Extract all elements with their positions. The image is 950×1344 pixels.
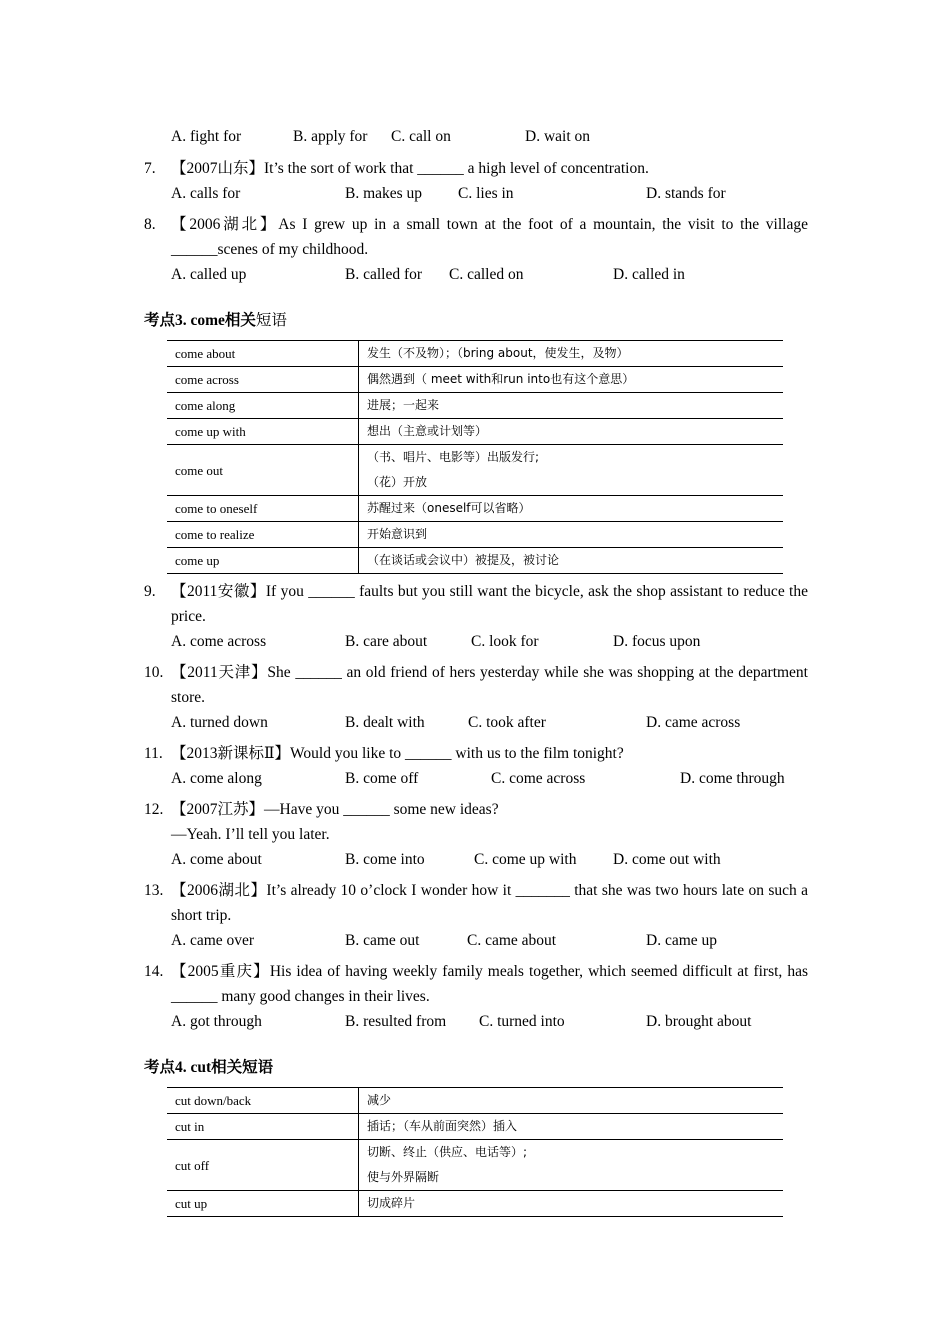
question-8 bbox=[144, 212, 808, 287]
option: B. come off bbox=[345, 770, 419, 787]
section-3-heading bbox=[144, 308, 287, 330]
meaning-cell bbox=[359, 445, 784, 496]
table-row bbox=[167, 367, 783, 393]
table-row bbox=[167, 1191, 783, 1217]
meaning-line: 切断、终止（供应、电话等）; bbox=[367, 1145, 528, 1159]
table-row bbox=[167, 548, 783, 574]
table-row bbox=[167, 496, 783, 522]
meaning-cell: 进展；一起来 bbox=[359, 393, 784, 419]
option: D. brought about bbox=[646, 1013, 752, 1030]
option: A. come across bbox=[171, 633, 267, 650]
table-row bbox=[167, 1114, 783, 1140]
table-row bbox=[167, 341, 783, 367]
question-stem: 【2007江苏】—Have you ______ some new ideas? bbox=[171, 801, 499, 818]
option: D. called in bbox=[613, 266, 685, 283]
question-number: 14. bbox=[144, 963, 164, 980]
meaning-line: （花）开放 bbox=[367, 475, 428, 489]
question-7 bbox=[144, 156, 808, 206]
meaning-cell: 想出（主意或计划等） bbox=[359, 419, 784, 445]
phrase-cell: come to oneself bbox=[167, 496, 359, 522]
option: C. call on bbox=[391, 128, 451, 145]
option: B. called for bbox=[345, 266, 423, 283]
phrase-cell: come along bbox=[167, 393, 359, 419]
question-number: 7. bbox=[144, 160, 156, 177]
option: B. dealt with bbox=[345, 714, 425, 731]
option: A. come about bbox=[171, 851, 262, 868]
question-stem: 【2011安徽】If you ______ faults but you still want the bicycle, ask the shop assistant to reduce the price. bbox=[171, 583, 808, 625]
meaning-cell: 切成碎片 bbox=[359, 1191, 784, 1217]
question-number: 10. bbox=[144, 664, 164, 681]
section-4-heading: 考点4. cut相关短语 bbox=[144, 1059, 274, 1076]
option: B. care about bbox=[345, 633, 428, 650]
meaning-cell: 发生（不及物）；（bring about，使发生，及物） bbox=[359, 341, 784, 367]
option: B. came out bbox=[345, 932, 420, 949]
question-6-options bbox=[144, 124, 808, 149]
meaning-cell: 偶然遇到（ meet with和run into也有这个意思） bbox=[359, 367, 784, 393]
option: B. apply for bbox=[293, 128, 368, 145]
question-stem: 【2006湖北】As I grew up in a small town at the foot of a mountain, the visit to the village ______scenes of my childhood. bbox=[171, 216, 808, 258]
option: B. resulted from bbox=[345, 1013, 447, 1030]
option: C. look for bbox=[471, 633, 539, 650]
option: A. calls for bbox=[171, 185, 241, 202]
question-stem: 【2005重庆】His idea of having weekly family meals together, which seemed difficult at first, has ______ many good changes in their lives. bbox=[171, 963, 808, 1005]
table-row bbox=[167, 393, 783, 419]
table-row bbox=[167, 445, 783, 496]
phrase-cell: cut off bbox=[167, 1140, 359, 1191]
option: A. turned down bbox=[171, 714, 268, 731]
option: D. wait on bbox=[525, 128, 591, 145]
option: C. came about bbox=[467, 932, 557, 949]
meaning-cell bbox=[359, 1140, 784, 1191]
question-12 bbox=[144, 797, 808, 872]
option: B. makes up bbox=[345, 185, 423, 202]
option: C. took after bbox=[468, 714, 546, 731]
meaning-line: （书、唱片、电影等）出版发行; bbox=[367, 450, 540, 464]
meaning-cell: 苏醒过来（oneself可以省略） bbox=[359, 496, 784, 522]
question-number: 9. bbox=[144, 583, 156, 600]
option: D. came up bbox=[646, 932, 718, 949]
question-stem-reply: —Yeah. I’ll tell you later. bbox=[171, 826, 330, 843]
option: C. called on bbox=[449, 266, 524, 283]
option: C. come up with bbox=[474, 851, 577, 868]
phrase-cell: come up with bbox=[167, 419, 359, 445]
option: A. came over bbox=[171, 932, 255, 949]
meaning-cell: 减少 bbox=[359, 1088, 784, 1114]
option: D. come out with bbox=[613, 851, 721, 868]
option: D. focus upon bbox=[613, 633, 701, 650]
question-stem: 【2007山东】It’s the sort of work that ______ a high level of concentration. bbox=[171, 160, 649, 177]
option: D. stands for bbox=[646, 185, 726, 202]
phrase-cell: cut up bbox=[167, 1191, 359, 1217]
question-number: 8. bbox=[144, 216, 156, 233]
table-row bbox=[167, 419, 783, 445]
question-11 bbox=[144, 741, 808, 791]
phrase-cell: come out bbox=[167, 445, 359, 496]
meaning-cell: （在谈话或会议中）被提及，被讨论 bbox=[359, 548, 784, 574]
option: A. called up bbox=[171, 266, 247, 283]
cut-phrases-table bbox=[167, 1087, 783, 1217]
option: A. got through bbox=[171, 1013, 262, 1030]
question-10 bbox=[144, 660, 808, 735]
meaning-line: 使与外界隔断 bbox=[367, 1170, 440, 1184]
question-number: 13. bbox=[144, 882, 164, 899]
question-number: 12. bbox=[144, 801, 164, 818]
come-phrases-table bbox=[167, 340, 783, 574]
question-stem: 【2011天津】She ______ an old friend of hers yesterday while she was shopping at the department store. bbox=[171, 664, 808, 706]
phrase-cell: come about bbox=[167, 341, 359, 367]
table-row bbox=[167, 1140, 783, 1191]
question-9 bbox=[144, 579, 808, 654]
table-row bbox=[167, 522, 783, 548]
table-row bbox=[167, 1088, 783, 1114]
question-14 bbox=[144, 959, 808, 1034]
phrase-cell: cut in bbox=[167, 1114, 359, 1140]
meaning-cell: 插话；（车从前面突然）插入 bbox=[359, 1114, 784, 1140]
section-title: 考点3. come相关 bbox=[144, 312, 256, 329]
phrase-cell: come to realize bbox=[167, 522, 359, 548]
section-title-suffix: 短语 bbox=[255, 312, 287, 329]
question-stem: 【2013新课标Ⅱ】Would you like to ______ with us to the film tonight? bbox=[171, 745, 624, 762]
option: C. come across bbox=[491, 770, 586, 787]
question-stem: 【2006湖北】It’s already 10 o’clock I wonder how it _______ that she was two hours late on such a short trip. bbox=[171, 882, 808, 924]
question-number: 11. bbox=[144, 745, 163, 762]
option: A. come along bbox=[171, 770, 262, 787]
meaning-cell: 开始意识到 bbox=[359, 522, 784, 548]
option: D. came across bbox=[646, 714, 741, 731]
question-13 bbox=[144, 878, 808, 953]
option: C. turned into bbox=[479, 1013, 565, 1030]
option: B. come into bbox=[345, 851, 425, 868]
option: A. fight for bbox=[171, 128, 242, 145]
option: D. come through bbox=[680, 770, 785, 787]
phrase-cell: cut down/back bbox=[167, 1088, 359, 1114]
phrase-cell: come up bbox=[167, 548, 359, 574]
phrase-cell: come across bbox=[167, 367, 359, 393]
option: C. lies in bbox=[458, 185, 514, 202]
